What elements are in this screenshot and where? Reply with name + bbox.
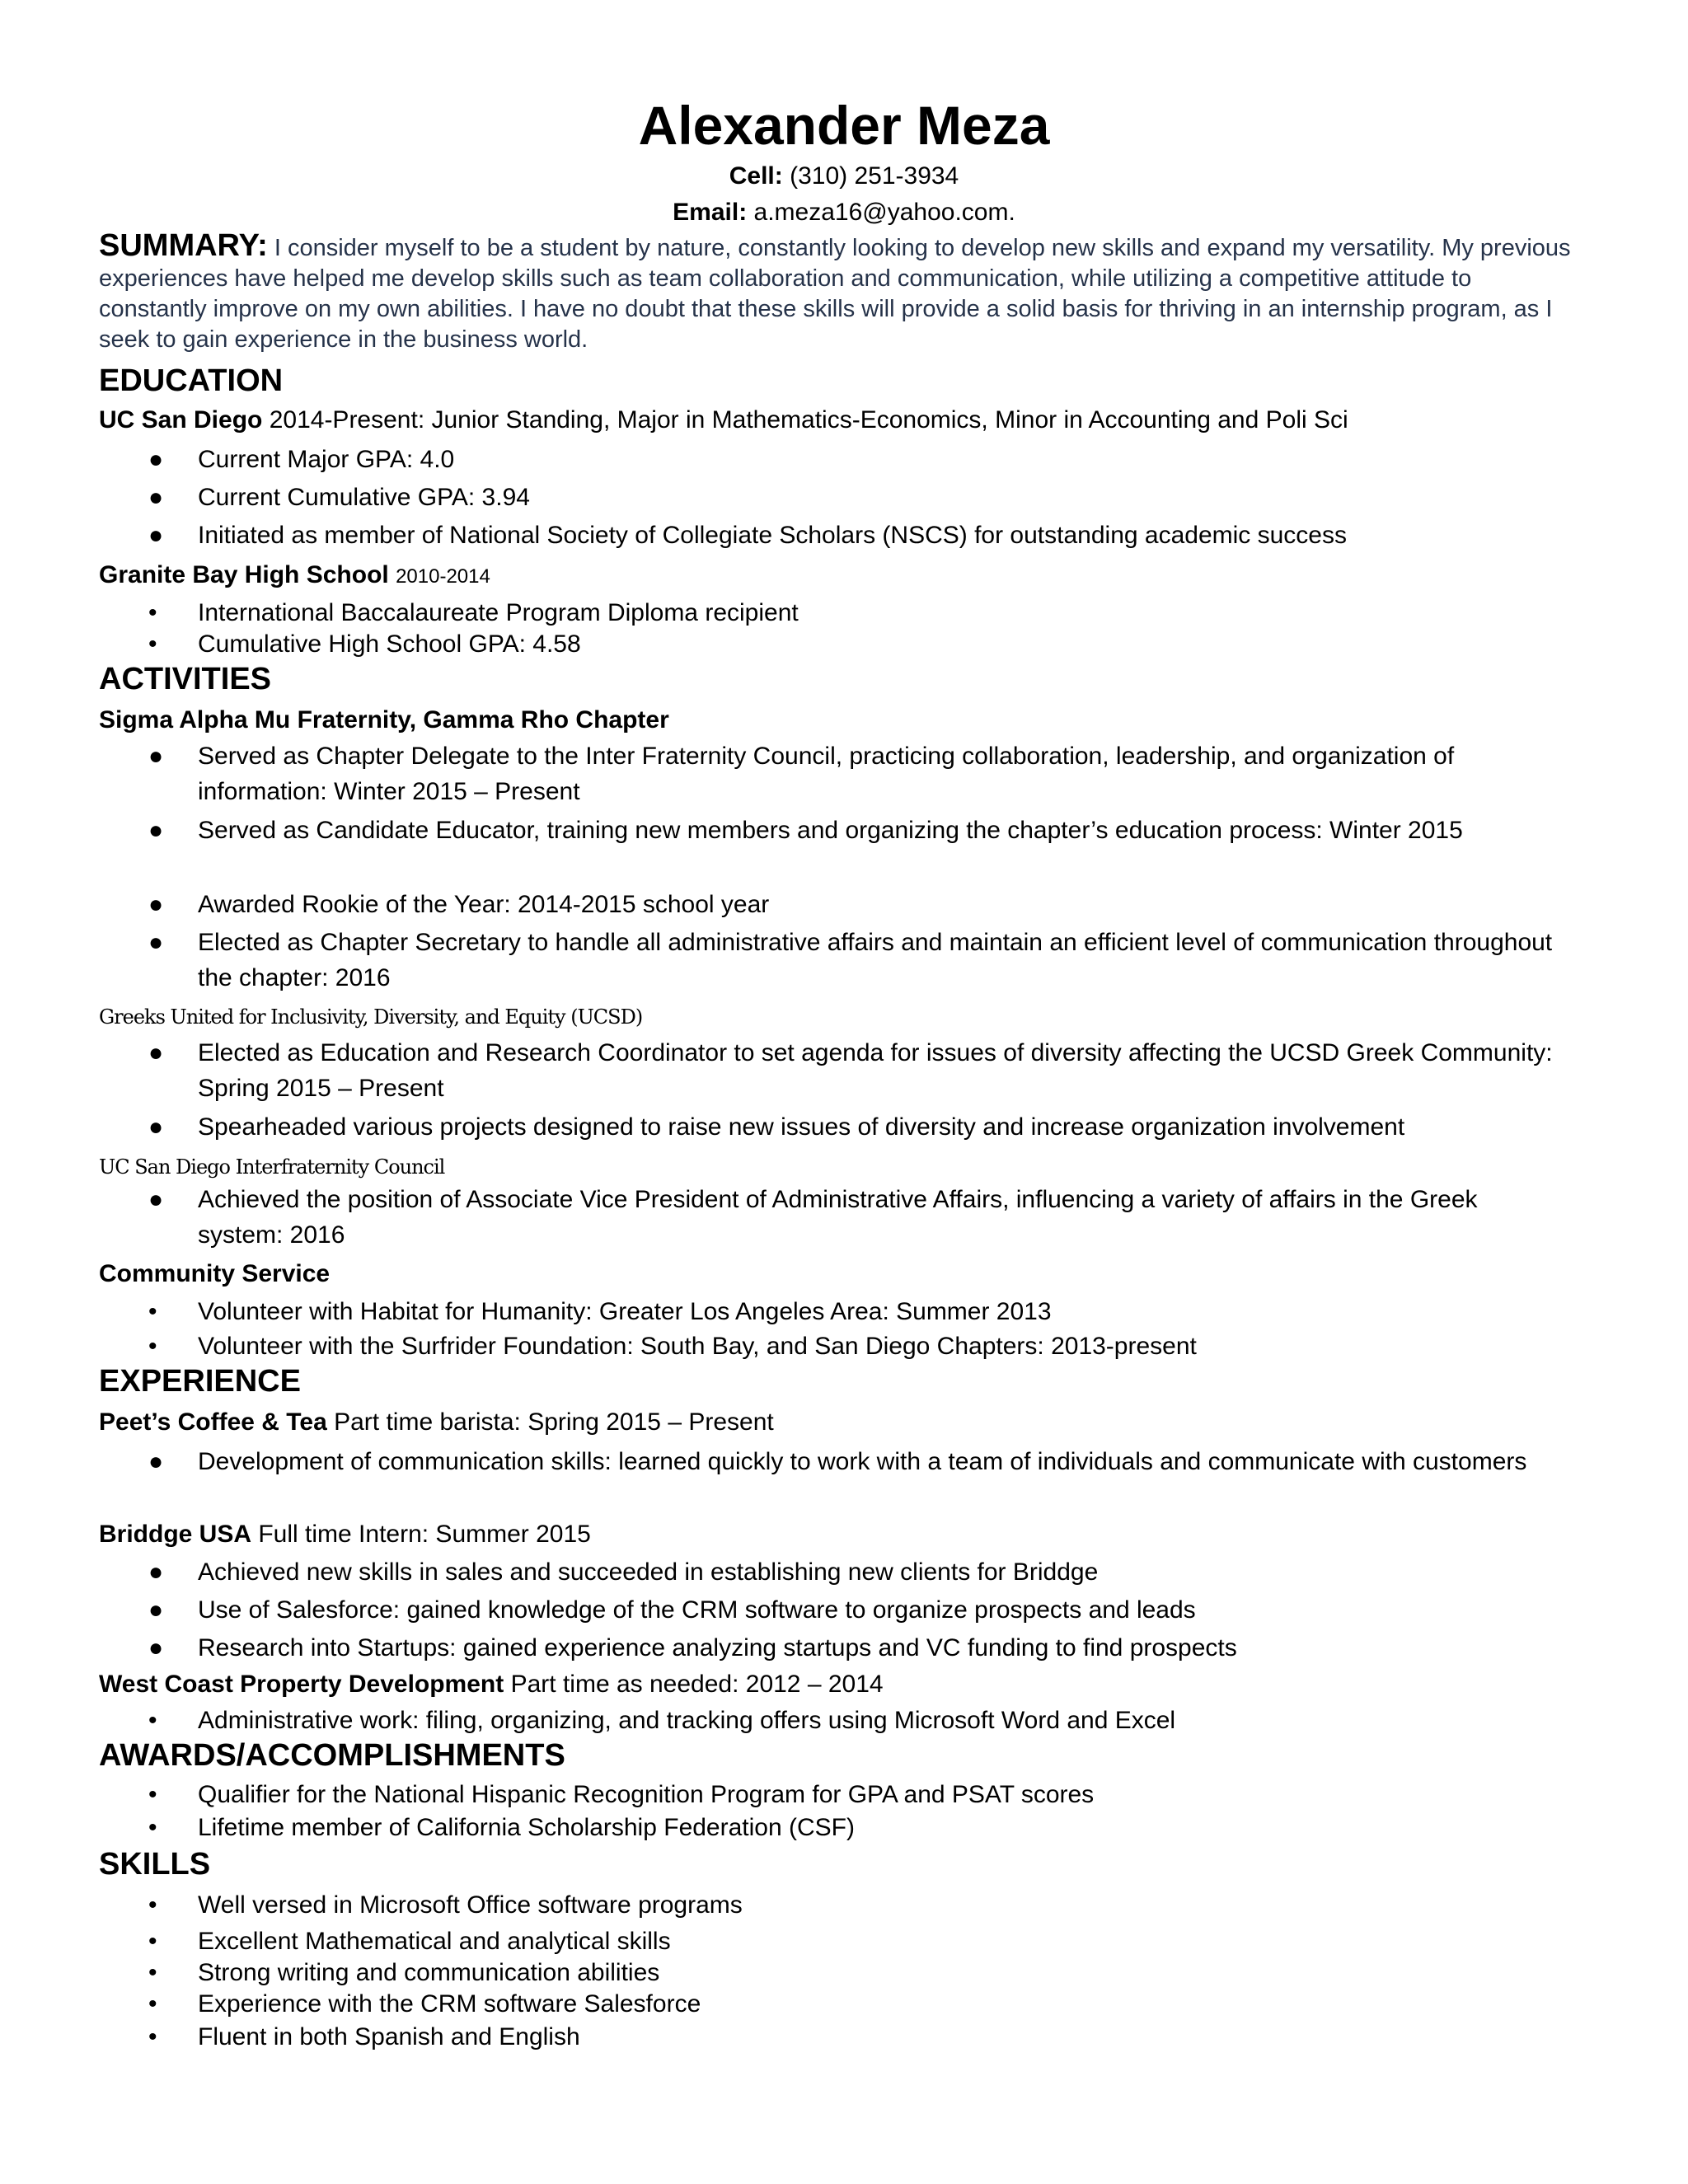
cell-line <box>0 162 1688 191</box>
list-item: • Experience with the CRM software Salesforce <box>148 1990 701 2018</box>
list-item: ● Served as Chapter Delegate to the Inter Fraternity Council, practicing collaboration, leadership, and organization of information: Winter 2015 – Present <box>148 743 1455 805</box>
ucsd-detail: 2014-Present: Junior Standing, Major in Mathematics-Economics, Minor in Accounting and Poli Sci <box>269 406 1348 434</box>
list-item: ● Initiated as member of National Society of Collegiate Scholars (NSCS) for outstanding academic success <box>148 522 1347 549</box>
candidate-name: Alexander Meza <box>638 95 1050 156</box>
sam-org: Sigma Alpha Mu Fraternity, Gamma Rho Chapter <box>99 706 669 733</box>
list-item: ● Research into Startups: gained experience analyzing startups and VC funding to find prospects <box>148 1634 1237 1661</box>
list-item: ● Served as Candidate Educator, training new members and organizing the chapter’s education process: Winter 2015 <box>148 817 1463 844</box>
list-item: • Well versed in Microsoft Office software programs <box>148 1891 743 1919</box>
email-address[interactable]: a.meza16@yahoo.com. <box>753 199 1015 226</box>
cell-number: (310) 251-3934 <box>790 162 959 190</box>
list-item: • Administrative work: filing, organizing, and tracking offers using Microsoft Word and Excel <box>148 1707 1176 1734</box>
list-item: • Qualifier for the National Hispanic Recognition Program for GPA and PSAT scores <box>148 1781 1095 1808</box>
education-gbhs <box>99 560 1582 592</box>
activity-ifc <box>99 1152 1582 1182</box>
list-item: ● Elected as Chapter Secretary to handle all administrative affairs and maintain an efficient level of communication throughout the chapter: 2016 <box>148 929 1553 991</box>
peets-org: Peet’s Coffee & Tea <box>99 1408 327 1436</box>
experience-briddge <box>99 1520 1582 1549</box>
list-item: • Strong writing and communication abilities <box>148 1959 660 1986</box>
activity-community <box>99 1259 1582 1289</box>
awards-heading: AWARDS/ACCOMPLISHMENTS <box>99 1738 565 1773</box>
wcpd-org: West Coast Property Development <box>99 1671 504 1698</box>
list-item: • Volunteer with the Surfrider Foundation: South Bay, and San Diego Chapters: 2013-present <box>148 1333 1197 1360</box>
briddge-org: Briddge USA <box>99 1521 252 1548</box>
email-label: Email: <box>673 199 748 226</box>
list-item: ● Elected as Education and Research Coordinator to set agenda for issues of diversity affecting the UCSD Greek Community: Spring 2015 – Present <box>148 1039 1553 1102</box>
list-item: ● Achieved new skills in sales and succeeded in establishing new clients for Briddge <box>148 1558 1099 1586</box>
summary-text: I consider myself to be a student by nature, constantly looking to develop new skills and expand my versatility. My previous experiences have helped me develop skills such as team collaboration and communication, while utilizing a competitive attitude to constantly improve on my own abilities. I have no doubt that these skills will provide a solid basis for thriving in an internship program, as I seek to gain experience in the business world. <box>99 235 1571 353</box>
list-item: ● Current Cumulative GPA: 3.94 <box>148 484 530 511</box>
email-line <box>0 198 1688 227</box>
list-item: • Fluent in both Spanish and English <box>148 2023 580 2050</box>
gbhs-org: Granite Bay High School <box>99 561 389 588</box>
peets-detail: Part time barista: Spring 2015 – Present <box>334 1408 774 1436</box>
experience-wcpd <box>99 1670 1582 1699</box>
skills-heading: SKILLS <box>99 1847 211 1882</box>
ifc-org: UC San Diego Interfraternity Council <box>99 1155 445 1179</box>
list-item: • Volunteer with Habitat for Humanity: Greater Los Angeles Area: Summer 2013 <box>148 1298 1052 1325</box>
list-item: ● Development of communication skills: learned quickly to work with a team of individuals and communicate with customers <box>148 1448 1527 1475</box>
activities-heading: ACTIVITIES <box>99 662 272 696</box>
list-item: • Excellent Mathematical and analytical skills <box>148 1928 671 1955</box>
guide-org: Greeks United for Inclusivity, Diversity, and Equity (UCSD) <box>99 1005 643 1029</box>
summary-label: SUMMARY: <box>99 228 268 263</box>
education-heading: EDUCATION <box>99 363 284 398</box>
experience-heading: EXPERIENCE <box>99 1364 301 1399</box>
list-item: ● Achieved the position of Associate Vice President of Administrative Affairs, influencing a variety of affairs in the Greek system: 2016 <box>148 1186 1478 1249</box>
activity-sam <box>99 705 1582 735</box>
education-ucsd <box>99 405 1582 435</box>
community-org: Community Service <box>99 1260 331 1287</box>
experience-peets <box>99 1408 1582 1437</box>
summary-section <box>99 228 1582 355</box>
list-item: ● Spearheaded various projects designed to raise new issues of diversity and increase organization involvement <box>148 1113 1405 1141</box>
gbhs-detail: 2010-2014 <box>396 565 490 588</box>
list-item: ● Awarded Rookie of the Year: 2014-2015 school year <box>148 891 770 918</box>
list-item: • International Baccalaureate Program Diploma recipient <box>148 599 799 626</box>
briddge-detail: Full time Intern: Summer 2015 <box>258 1521 591 1548</box>
list-item: • Cumulative High School GPA: 4.58 <box>148 630 581 658</box>
list-item: ● Current Major GPA: 4.0 <box>148 446 455 473</box>
wcpd-detail: Part time as needed: 2012 – 2014 <box>510 1671 884 1698</box>
ucsd-org: UC San Diego <box>99 406 263 434</box>
list-item: • Lifetime member of California Scholarship Federation (CSF) <box>148 1814 855 1841</box>
list-item: ● Use of Salesforce: gained knowledge of the CRM software to organize prospects and leads <box>148 1596 1196 1624</box>
activity-guide <box>99 1002 1582 1032</box>
cell-label: Cell: <box>729 162 783 190</box>
